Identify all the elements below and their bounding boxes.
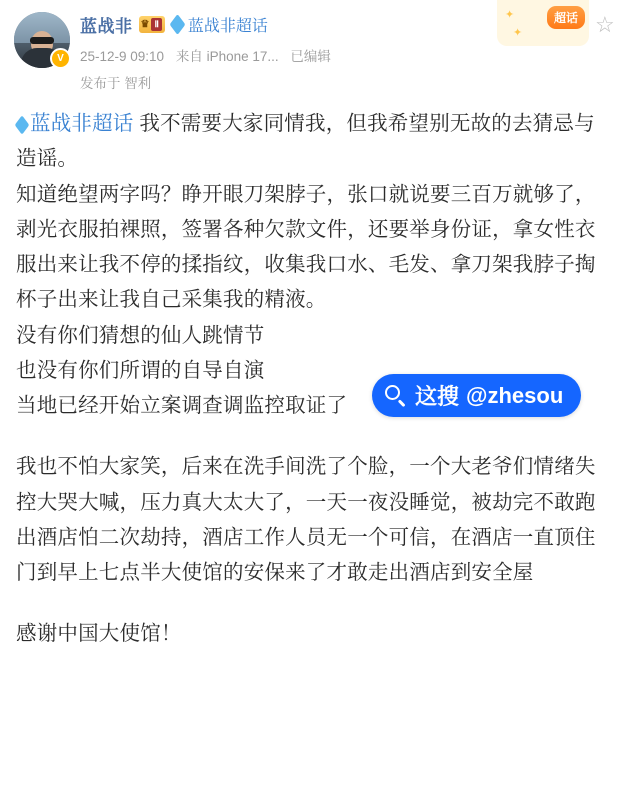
content-line-c: 当地已经开始立案调查调监控取证了 bbox=[16, 394, 348, 417]
diamond-icon bbox=[170, 14, 186, 35]
search-icon-handle bbox=[398, 399, 405, 406]
search-icon-ring bbox=[385, 385, 400, 400]
watermark-text: 这搜 bbox=[415, 384, 460, 409]
content-paragraph-1: 知道绝望两字吗？睁开眼刀架脖子，张口就说要三百万就够了，剥光衣服拍裸照，签署各种欠款文件，还要举身份证，拿女性衣服出来让我不停的揉指纹，收集我口水、毛发、拿刀架我脖子掏杯子出来让我自己采集我的精液。 bbox=[16, 182, 596, 312]
inline-topic-label: 蓝战非超话 bbox=[30, 112, 134, 135]
content-spacer bbox=[16, 423, 613, 449]
author-name[interactable]: 蓝战非 bbox=[80, 17, 133, 36]
post-source[interactable]: 来自 iPhone 17... bbox=[175, 49, 279, 64]
diamond-icon bbox=[15, 115, 30, 134]
crown-icon: ♛ bbox=[140, 18, 150, 30]
content-spacer bbox=[16, 590, 613, 616]
content-paragraph-3: 感谢中国大使馆！ bbox=[16, 622, 182, 646]
topic-link[interactable] bbox=[171, 13, 268, 36]
post-header bbox=[0, 0, 629, 92]
search-icon bbox=[384, 384, 408, 408]
content-line-1 bbox=[16, 106, 613, 177]
verified-badge-icon: V bbox=[50, 48, 71, 69]
avatar[interactable] bbox=[14, 12, 70, 68]
post-header-main bbox=[80, 10, 615, 92]
content-paragraph-2: 我也不怕大家笑，后来在洗手间洗了个脸，一个大老爷们情绪失控大哭大喊，压力真大太大了，一天一夜没睡觉，被劫完不敢跑出酒店怕二次劫持，酒店工作人员无一个可信，在酒店一直顶住门到早上七点半大使馆的安保来了才敢走出酒店到安全屋 bbox=[16, 455, 596, 584]
post-edited-label: 已编辑 bbox=[290, 49, 331, 64]
chaohua-badge-label: 超话 bbox=[547, 6, 585, 29]
content-line-1-rest: 我不需要大家同情我，但我希望别无故的去猜忌与造谣。 bbox=[16, 112, 595, 171]
post-location: 发布于 智利 bbox=[80, 76, 152, 91]
post-date: 25-12-9 09:10 bbox=[80, 49, 165, 64]
content-line-b: 也没有你们所谓的自导自演 bbox=[16, 358, 265, 382]
sparkle-icon: ✦ bbox=[513, 27, 523, 39]
author-row bbox=[80, 12, 615, 37]
content-line-a: 没有你们猜想的仙人跳情节 bbox=[16, 323, 265, 347]
watermark-badge bbox=[372, 374, 581, 417]
star-icon[interactable]: ☆ bbox=[595, 12, 615, 37]
vip-level-label: Ⅱ bbox=[151, 18, 161, 31]
avatar-glasses bbox=[30, 37, 54, 44]
inline-topic-link[interactable] bbox=[16, 112, 134, 135]
post-content bbox=[0, 92, 629, 652]
sparkle-icon: ✦ bbox=[505, 9, 515, 21]
topic-link-label: 蓝战非超话 bbox=[187, 18, 268, 35]
vip-badge[interactable] bbox=[139, 16, 165, 33]
watermark-handle: @zhesou bbox=[466, 382, 564, 408]
post-meta bbox=[80, 45, 615, 65]
